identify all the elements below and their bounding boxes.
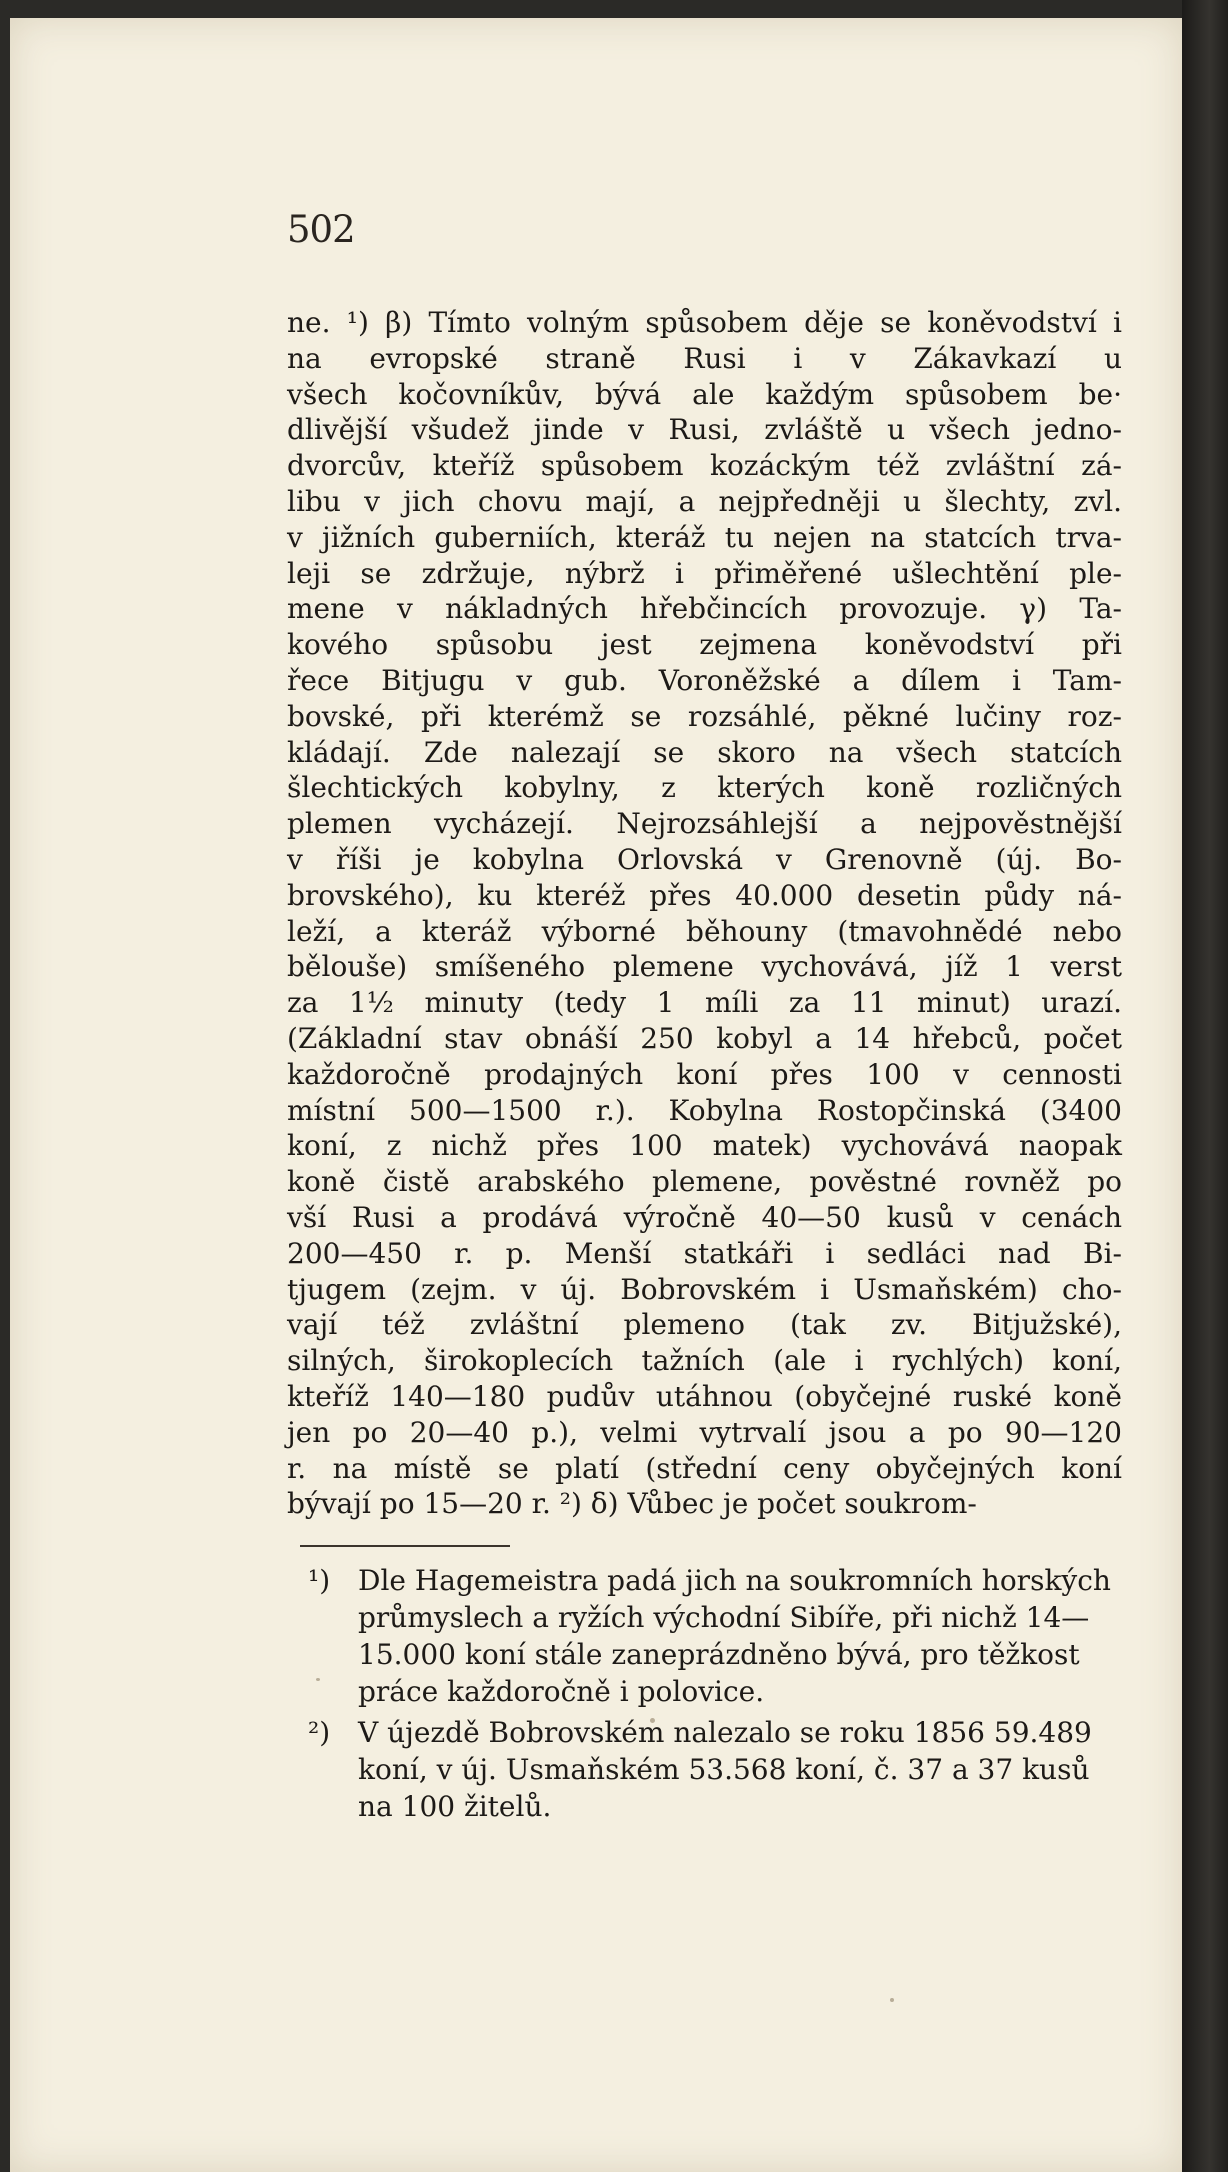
- text-line: dlivější všudež jinde v Rusi, zvláště u všech jedno-: [287, 413, 1122, 447]
- text-line: kového spůsobu jest zejmena koněvodství při: [287, 628, 1122, 662]
- footnote-separator: [300, 1545, 510, 1547]
- footnote-2: [300, 1714, 1122, 1825]
- text-line: kteříž 140—180 pudův utáhnou (obyčejné ruské koně: [287, 1379, 1122, 1413]
- footnote-marker: ²): [308, 1716, 331, 1749]
- text-line: na evropské straně Rusi i v Zákavkazí u: [287, 341, 1122, 375]
- text-line: tjugem (zejm. v új. Bobrovském i Usmaňském) cho-: [287, 1272, 1122, 1306]
- text-line: šlechtických kobylny, z kterých koně rozličných: [287, 771, 1122, 805]
- text-line: bělouše) smíšeného plemene vychovává, jíž 1 verst: [287, 950, 1122, 984]
- footnote-text: Dle Hagemeistra padá jich na soukromních horských průmyslech a ryžích východní Sibíře, při nichž 14—15.000 koní stále zaneprázdněno bývá, pro těžkost práce každoročně i polovice.: [358, 1564, 1111, 1708]
- paper-speck: [890, 1998, 894, 2002]
- text-line: vají též zvláštní plemeno (tak zv. Bitjužské),: [287, 1308, 1122, 1342]
- text-line: bovské, při kterémž se rozsáhlé, pěkné lučiny roz-: [287, 699, 1122, 733]
- footnotes: [300, 1562, 1122, 1829]
- text-line: v říši je kobylna Orlovská v Grenovně (új. Bo-: [287, 842, 1122, 876]
- text-line: jen po 20—40 p.), velmi vytrvalí jsou a po 90—120: [287, 1415, 1122, 1449]
- text-line: leji se zdržuje, nýbrž i přiměřené ušlechtění ple-: [287, 556, 1122, 590]
- text-line: r. na místě se platí (střední ceny obyčejných koní: [287, 1451, 1122, 1485]
- text-line: (Základní stav obnáší 250 kobyl a 14 hřebců, počet: [287, 1021, 1122, 1055]
- text-line: ne. ¹) β) Tímto volným spůsobem děje se koněvodství i: [287, 306, 1122, 339]
- text-line: vší Rusi a prodává výročně 40—50 kusů v cenách: [287, 1200, 1122, 1234]
- text-line: silných, širokoplecích tažních (ale i rychlých) koní,: [287, 1344, 1122, 1378]
- text-line: libu v jich chovu mají, a nejpředněji u šlechty, zvl.: [287, 484, 1122, 518]
- text-line: koní, z nichž přes 100 matek) vychovává naopak: [287, 1129, 1122, 1163]
- text-line: řece Bitjugu v gub. Voroněžské a dílem i Tam-: [287, 663, 1122, 697]
- text-line: za 1½ minuty (tedy 1 míli za 11 minut) urazí.: [287, 986, 1122, 1020]
- text-line: brovského), ku kteréž přes 40.000 desetin půdy ná-: [287, 878, 1122, 912]
- text-line: 200—450 r. p. Menší statkáři i sedláci nad Bi-: [287, 1236, 1122, 1270]
- text-line: plemen vycházejí. Nejrozsáhlejší a nejpověstnější: [287, 807, 1122, 841]
- text-line: mene v nákladných hřebčincích provozuje. γ) Ta-: [287, 592, 1122, 626]
- page-number: 502: [287, 208, 355, 251]
- text-line: kládají. Zde nalezají se skoro na všech statcích: [287, 735, 1122, 769]
- page-gutter-shadow: [1182, 0, 1228, 2172]
- footnote-1: [300, 1562, 1122, 1710]
- text-line: koně čistě arabského plemene, pověstné rovněž po: [287, 1165, 1122, 1199]
- text-line: všech kočovníkův, bývá ale každým spůsobem be·: [287, 377, 1122, 411]
- text-line: každoročně prodajných koní přes 100 v cennosti: [287, 1057, 1122, 1091]
- text-line: dvorcův, kteříž spůsobem kozáckým též zvláštní zá-: [287, 449, 1122, 483]
- text-line: leží, a kteráž výborné běhouny (tmavohnědé nebo: [287, 914, 1122, 948]
- text-line: v jižních guberniích, kteráž tu nejen na statcích trva-: [287, 520, 1122, 554]
- footnote-text: V újezdě Bobrovském nalezalo se roku 1856 59.489 koní, v új. Usmaňském 53.568 koní, č. 37 a 37 kusů na 100 žitelů.: [358, 1716, 1092, 1823]
- text-line: bývají po 15—20 r. ²) δ) Vůbec je počet soukrom-: [287, 1487, 977, 1521]
- body-text: [287, 305, 1122, 1522]
- footnote-marker: ¹): [308, 1564, 331, 1597]
- text-line: místní 500—1500 r.). Kobylna Rostopčinská (3400: [287, 1093, 1122, 1127]
